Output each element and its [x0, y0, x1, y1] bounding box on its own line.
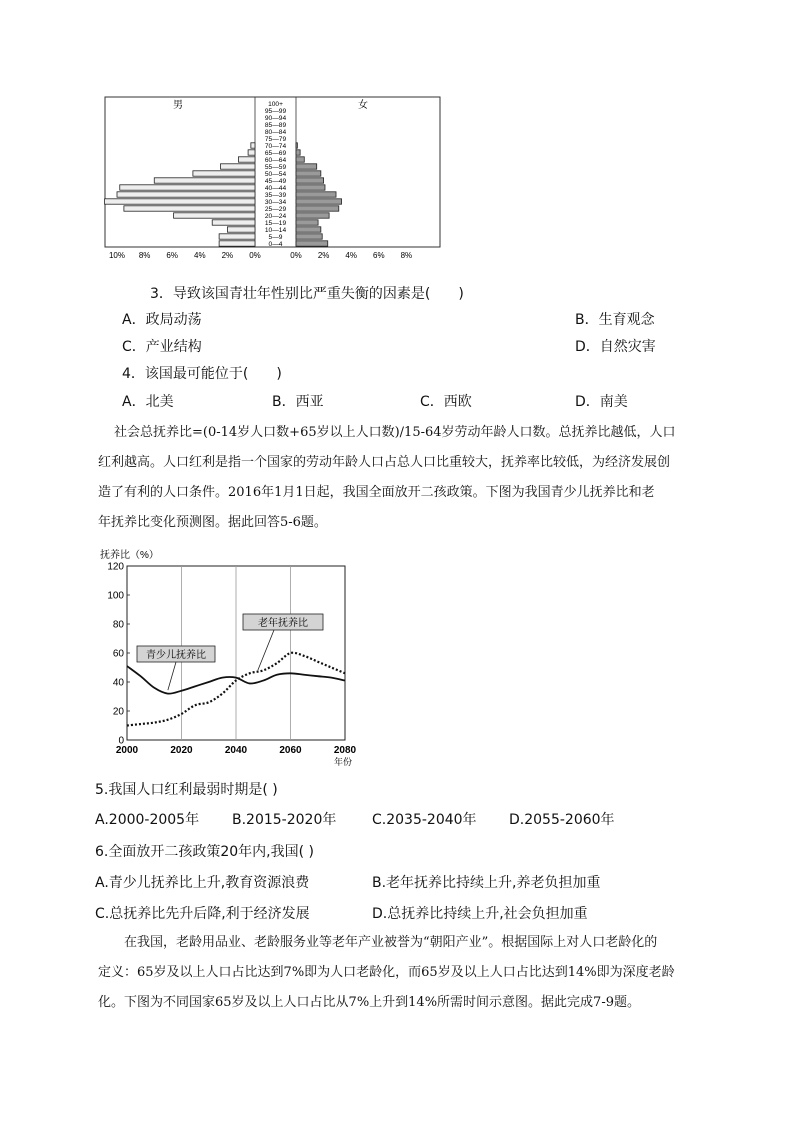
intro-paragraph-7-9	[98, 928, 698, 1018]
x-tick-label: 2060	[279, 745, 302, 756]
q3-option-d[interactable]: D．自然灾害	[575, 339, 656, 355]
age-group-label: 45—49	[264, 178, 287, 186]
female-bar	[296, 213, 329, 218]
y-tick-label: 20	[112, 706, 124, 718]
population-pyramid	[100, 94, 450, 266]
dependency-ratio-chart	[96, 544, 376, 770]
pyramid-tick-label: 2%	[317, 251, 330, 260]
male-bar	[193, 171, 255, 176]
q4-option-b[interactable]: B．西亚	[272, 394, 324, 410]
female-label: 女	[358, 100, 368, 111]
q4-option-d[interactable]: D．南美	[575, 394, 628, 410]
male-bar	[124, 206, 255, 211]
q5-option-a[interactable]: A.2000-2005年	[95, 812, 200, 828]
female-bar	[296, 220, 318, 225]
paragraph-line: 年抚养比变化预测图。据此回答5-6题。	[98, 515, 327, 530]
youth-callout-label: 青少儿抚养比	[146, 650, 206, 661]
age-group-label: 55—59	[264, 164, 287, 172]
male-bar	[248, 150, 255, 155]
female-bar	[296, 178, 324, 183]
q3-option-a[interactable]: A．政局动荡	[122, 312, 202, 328]
age-group-label: 70—74	[264, 143, 287, 151]
paragraph-line: 社会总抚养比=(0-14岁人口数+65岁以上人口数)/15-64岁劳动年龄人口数。总抚养比越低，人口	[114, 425, 676, 440]
male-bar	[238, 157, 255, 162]
male-bar	[174, 213, 255, 218]
age-group-label: 25—29	[264, 206, 287, 214]
female-bar	[296, 171, 321, 176]
female-bar	[296, 199, 342, 204]
age-group-label: 65—69	[264, 150, 287, 158]
q6-option-d[interactable]: D.总抚养比持续上升,社会负担加重	[372, 906, 588, 922]
age-group-label: 10—14	[264, 227, 287, 235]
age-group-label: 95—99	[264, 108, 287, 116]
y-tick-label: 120	[107, 561, 124, 573]
male-bar	[219, 241, 255, 246]
female-bar	[296, 143, 297, 148]
x-tick-label: 2080	[333, 745, 357, 756]
x-tick-label: 2000	[115, 745, 139, 756]
age-group-label: 5—9	[268, 234, 283, 242]
paragraph-line: 造了有利的人口条件。2016年1月1日起，我国全面放开二孩政策。下图为我国青少儿抚养比和老	[98, 485, 655, 500]
male-bar	[251, 143, 255, 148]
pyramid-tick-label: 0%	[290, 251, 302, 260]
male-label: 男	[173, 100, 183, 111]
age-group-label: 35—39	[264, 192, 287, 200]
age-group-label: 60—64	[264, 157, 287, 165]
male-bar	[105, 199, 255, 204]
male-bar	[221, 164, 256, 169]
age-group-label: 30—34	[264, 199, 287, 207]
q5-option-c[interactable]: C.2035-2040年	[372, 812, 477, 828]
pyramid-tick-label: 8%	[400, 251, 413, 260]
pyramid-tick-label: 10%	[108, 251, 126, 260]
age-group-label: 15—19	[264, 220, 287, 228]
female-bar	[296, 157, 304, 162]
y-tick-label: 40	[112, 677, 124, 689]
age-group-label: 85—89	[264, 122, 287, 130]
q4-option-a[interactable]: A．北美	[122, 394, 174, 410]
q6-option-c[interactable]: C.总抚养比先升后降,利于经济发展	[95, 906, 310, 922]
paragraph-line: 在我国，老龄用品业、老龄服务业等老年产业被誉为“朝阳产业”。根据国际上对人口老龄化的	[124, 935, 658, 950]
male-bar	[117, 192, 255, 197]
y-axis-label: 抚养比（%）	[100, 550, 159, 561]
y-tick-label: 80	[112, 619, 124, 631]
q5-option-b[interactable]: B.2015-2020年	[232, 812, 337, 828]
male-bar	[227, 227, 255, 232]
q4-stem: 4．该国最可能位于( )	[122, 366, 282, 382]
male-bar	[219, 234, 255, 239]
female-bar	[296, 150, 300, 155]
age-group-label: 20—24	[264, 213, 287, 221]
q6-option-a[interactable]: A.青少儿抚养比上升,教育资源浪费	[95, 875, 310, 891]
male-bar	[212, 220, 255, 225]
paragraph-line: 定义：65岁及以上人口占比达到7%即为人口老龄化，而65岁及以上人口占比达到14%即为深度老龄	[98, 965, 675, 980]
female-bar	[296, 185, 325, 190]
q6-stem: 6.全面放开二孩政策20年内,我国( )	[95, 844, 314, 860]
q5-option-d[interactable]: D.2055-2060年	[509, 812, 615, 828]
age-group-label: 90—94	[264, 115, 287, 123]
female-bar	[296, 164, 317, 169]
female-bar	[296, 241, 328, 246]
female-bar	[296, 206, 339, 211]
y-tick-label: 60	[112, 648, 124, 660]
male-bar	[154, 178, 255, 183]
y-tick-label: 0	[118, 735, 124, 747]
x-tick-label: 2040	[224, 745, 248, 756]
paragraph-line: 红利越高。人口红利是指一个国家的劳动年龄人口占总人口比重较大，抚养率比较低，为经济发展创	[98, 455, 671, 470]
pyramid-tick-label: 2%	[221, 251, 234, 260]
elderly-callout-label: 老年抚养比	[258, 618, 308, 629]
female-bar	[296, 192, 336, 197]
female-bar	[296, 234, 322, 239]
q3-stem: 3．导致该国青壮年性别比严重失衡的因素是( )	[150, 286, 464, 302]
pyramid-tick-label: 8%	[138, 251, 151, 260]
q4-option-c[interactable]: C．西欧	[420, 394, 472, 410]
pyramid-tick-label: 6%	[166, 251, 178, 260]
male-bar	[120, 185, 255, 190]
q5-stem: 5.我国人口红利最弱时期是( )	[95, 782, 278, 798]
pyramid-tick-label: 4%	[194, 251, 206, 260]
x-axis-label: 年份	[334, 757, 353, 767]
q3-option-c[interactable]: C．产业结构	[122, 339, 202, 355]
age-group-label: 50—54	[264, 171, 287, 179]
pyramid-tick-label: 4%	[345, 251, 357, 260]
age-group-label: 75—79	[264, 136, 287, 144]
y-tick-label: 100	[107, 590, 124, 602]
q3-option-b[interactable]: B．生育观念	[575, 312, 655, 328]
paragraph-line: 化。下图为不同国家65岁及以上人口占比从7%上升到14%所需时间示意图。据此完成7-9题。	[98, 995, 640, 1010]
x-tick-label: 2020	[170, 745, 193, 756]
intro-paragraph-5-6	[98, 418, 698, 538]
age-group-label: 40—44	[264, 185, 287, 193]
q6-option-b[interactable]: B.老年抚养比持续上升,养老负担加重	[372, 875, 601, 891]
age-group-label: 0—4	[268, 241, 283, 249]
pyramid-tick-label: 0%	[249, 251, 261, 260]
age-group-label: 100+	[268, 101, 283, 109]
age-group-label: 80—84	[264, 129, 287, 137]
female-bar	[296, 227, 321, 232]
pyramid-tick-label: 6%	[373, 251, 385, 260]
